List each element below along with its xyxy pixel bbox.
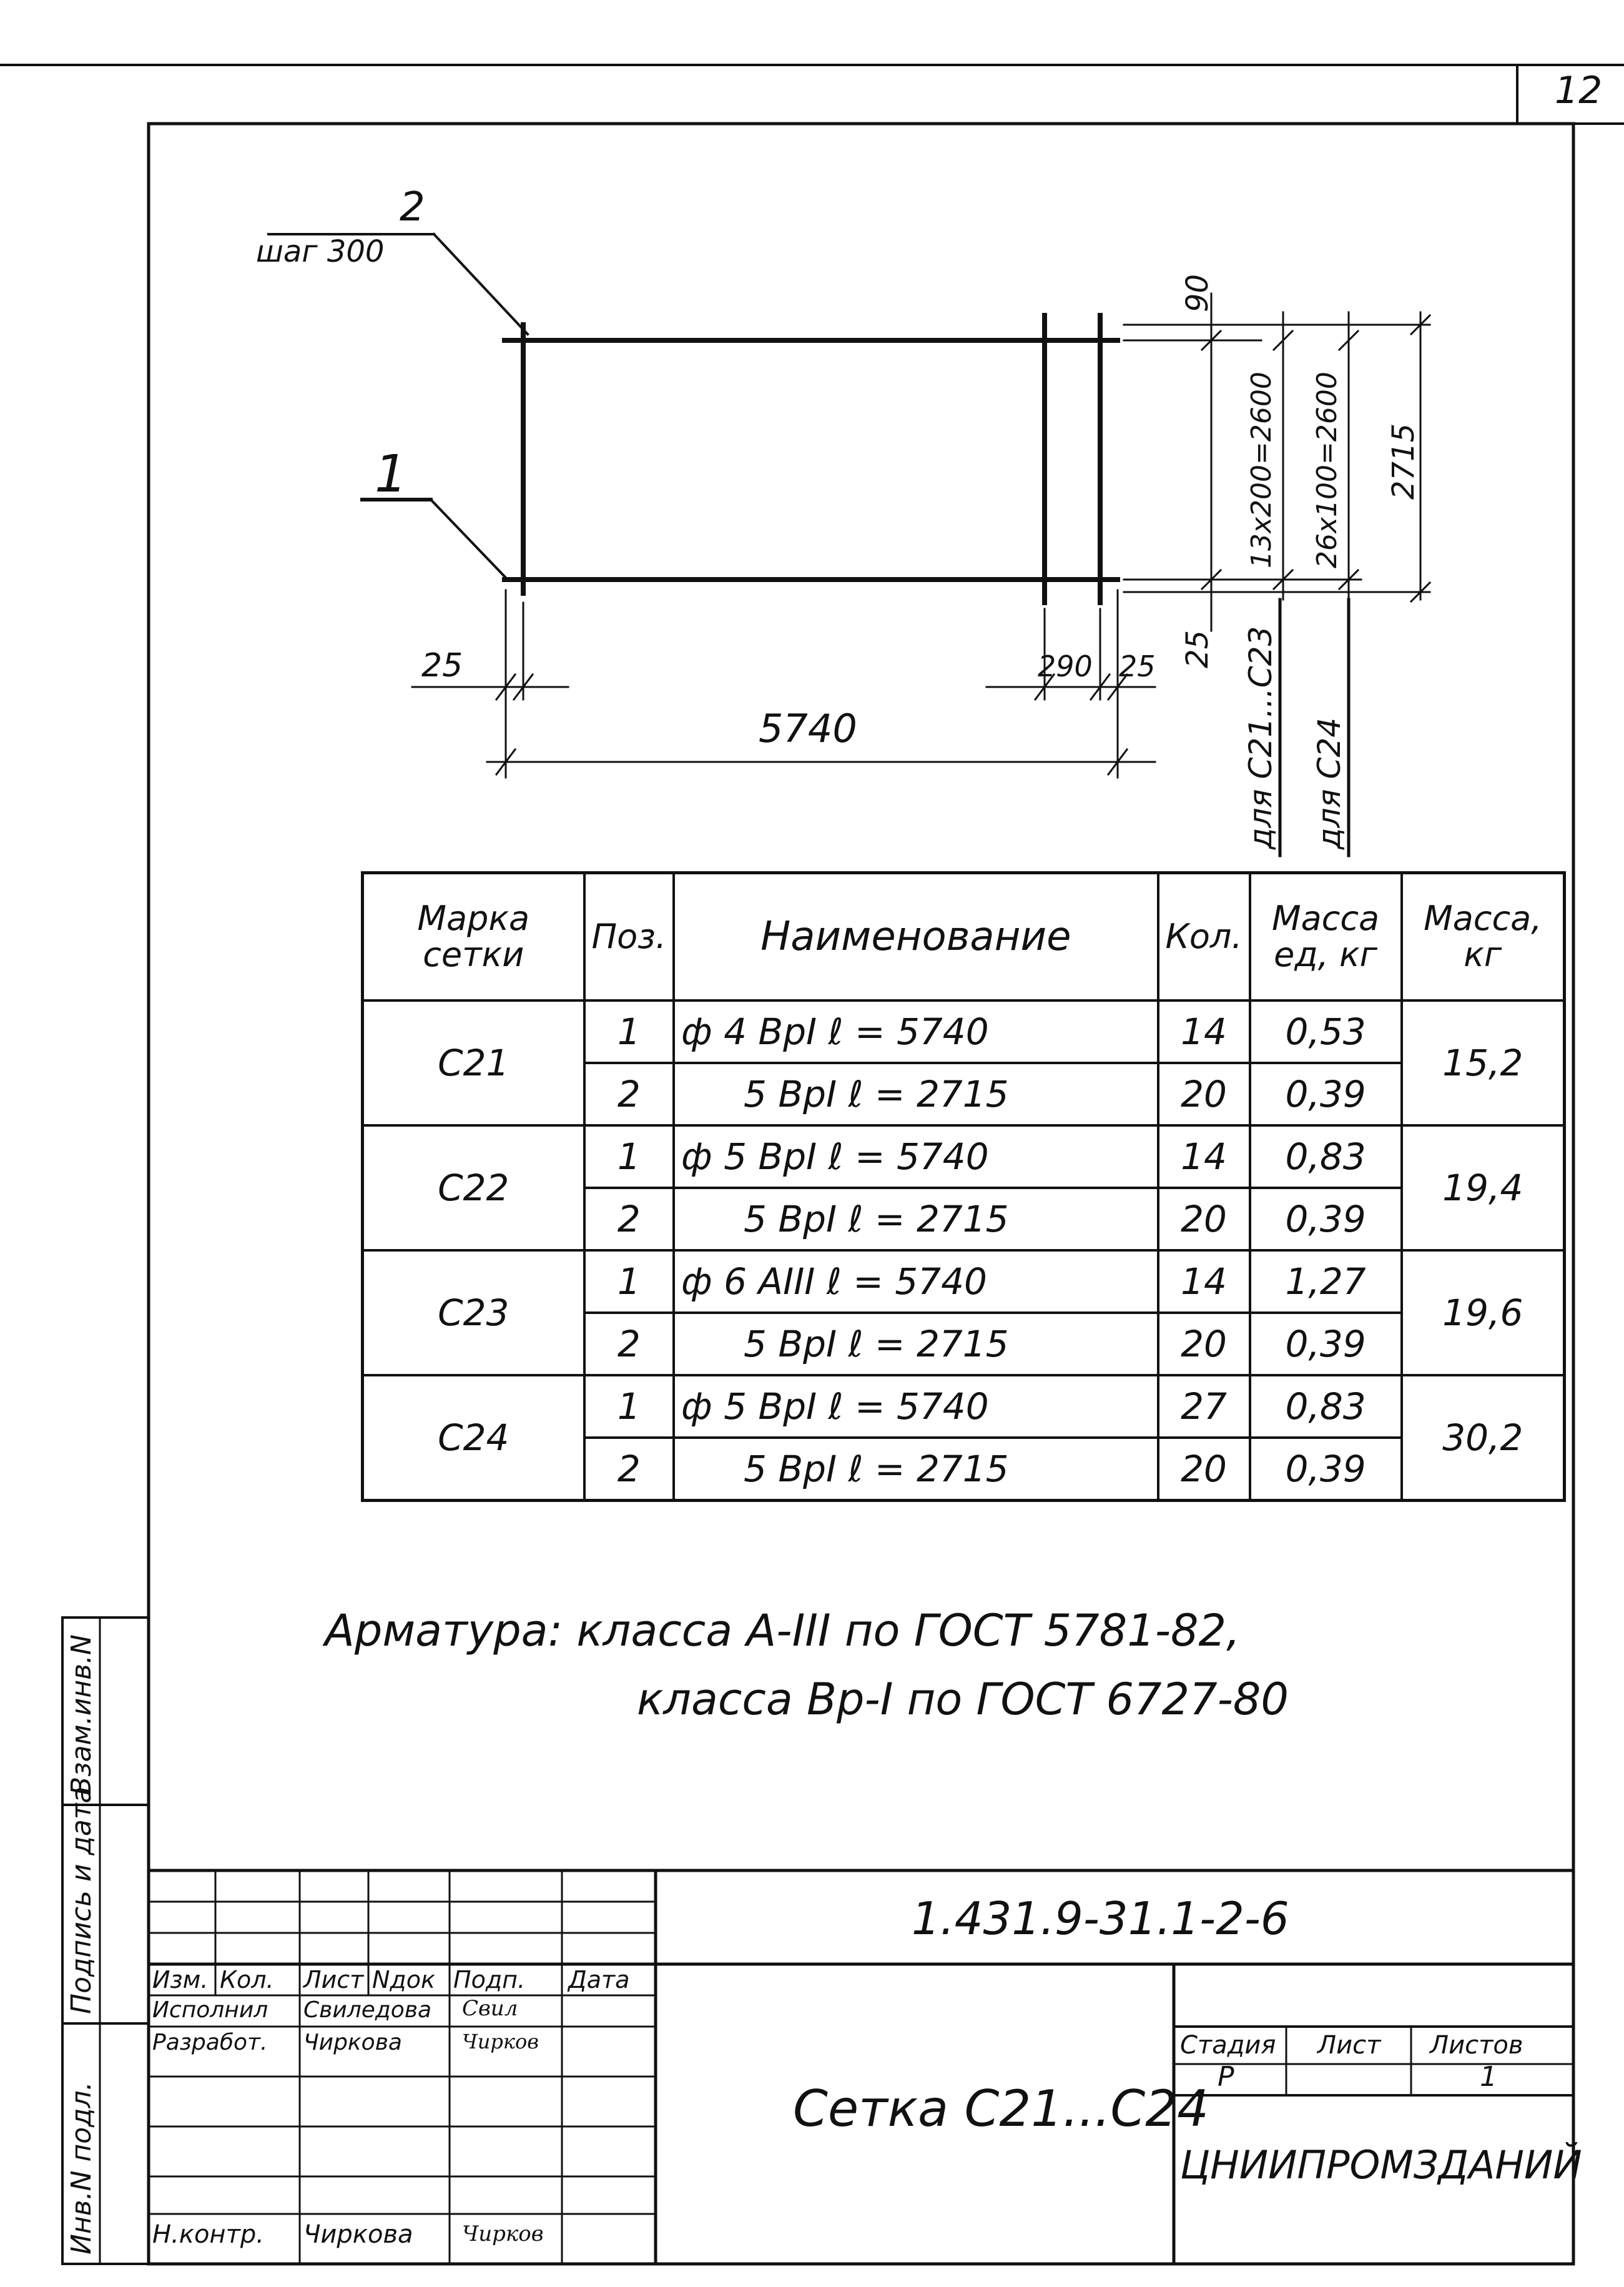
label-for-c21-c23: для С21...С23	[1243, 626, 1279, 849]
dim-2715: 2715	[1386, 423, 1421, 500]
dim-5740: 5740	[759, 706, 857, 751]
role-nkontr: Н.контр.	[152, 2220, 264, 2249]
leader-1-number: 1	[375, 445, 408, 504]
name-cell: ф 5 ВрI ℓ = 5740	[674, 1125, 1158, 1188]
header-ndok: Nдок	[372, 1966, 435, 1993]
table-row	[363, 1250, 1565, 1313]
side-label-inv-podl: Инв.N подл.	[66, 2082, 97, 2255]
header-mark: Марка сетки	[363, 873, 584, 1001]
name-cell: 5 ВрI ℓ = 2715	[674, 1438, 1158, 1501]
signature-razrabot: Чирков	[462, 2030, 539, 2053]
header-izm: Изм.	[152, 1966, 209, 1993]
name-ispolnil: Свиледова	[303, 1997, 432, 2023]
dim-90: 90	[1180, 274, 1215, 312]
qty-cell: 14	[1158, 1125, 1250, 1188]
organization-name: ЦНИИПРОМЗДАНИЙ	[1180, 2142, 1582, 2188]
pos-cell: 2	[584, 1438, 674, 1501]
label-for-c24: для С24	[1311, 717, 1347, 849]
total-mass-cell: 19,6	[1402, 1250, 1565, 1375]
dim-25-vertical: 25	[1180, 630, 1215, 668]
page-number: 12	[1555, 69, 1603, 112]
header-name: Наименование	[674, 873, 1158, 1001]
note-line-1: Арматура: класса А-III по ГОСТ 5781-82,	[325, 1605, 1241, 1656]
name-nkontr: Чиркова	[303, 2220, 413, 2249]
mark-cell: С22	[363, 1125, 584, 1250]
total-mass-cell: 19,4	[1402, 1125, 1565, 1250]
unit-mass-cell: 0,83	[1250, 1125, 1402, 1188]
drawing-title: Сетка С21...С24	[793, 2080, 1209, 2138]
dim-25-left: 25	[421, 647, 463, 684]
total-mass-cell: 30,2	[1402, 1375, 1565, 1501]
header-podp: Подп.	[453, 1966, 526, 1993]
signature-nkontr: Чирков	[462, 2221, 544, 2246]
signature-ispolnil: Свил	[462, 1996, 518, 2021]
side-label-vzam-inv: Взам.инв.N	[66, 1634, 97, 1796]
sheet-label: Лист	[1317, 2031, 1381, 2060]
qty-cell: 20	[1158, 1063, 1250, 1125]
header-list: Лист	[303, 1966, 364, 1993]
mark-cell: С21	[363, 1000, 584, 1125]
qty-cell: 14	[1158, 1000, 1250, 1063]
table-header-row	[363, 873, 1565, 1001]
header-unit-mass: Масса ед, кг	[1250, 873, 1402, 1001]
name-cell: ф 4 ВрI ℓ = 5740	[674, 1000, 1158, 1063]
dim-290: 290	[1038, 650, 1093, 683]
pos-cell: 2	[584, 1188, 674, 1250]
mark-cell: С23	[363, 1250, 584, 1375]
dim-26x100: 26х100=2600	[1311, 372, 1343, 568]
name-cell: 5 ВрI ℓ = 2715	[674, 1313, 1158, 1375]
qty-cell: 27	[1158, 1375, 1250, 1438]
note-line-2: класса Вр-I по ГОСТ 6727-80	[637, 1674, 1289, 1725]
mark-cell: С24	[363, 1375, 584, 1501]
pos-cell: 1	[584, 1000, 674, 1063]
side-label-podpis-data: Подпись и дата	[66, 1786, 97, 2014]
header-data: Дата	[568, 1966, 630, 1993]
qty-cell: 20	[1158, 1188, 1250, 1250]
unit-mass-cell: 0,53	[1250, 1000, 1402, 1063]
unit-mass-cell: 1,27	[1250, 1250, 1402, 1313]
sheets-value: 1	[1480, 2061, 1497, 2093]
unit-mass-cell: 0,83	[1250, 1375, 1402, 1438]
unit-mass-cell: 0,39	[1250, 1313, 1402, 1375]
header-total-mass: Масса, кг	[1402, 873, 1565, 1001]
name-cell: ф 5 ВрI ℓ = 5740	[674, 1375, 1158, 1438]
sheets-label: Листов	[1430, 2031, 1523, 2060]
name-razrabot: Чиркова	[303, 2030, 402, 2055]
table-row	[363, 1375, 1565, 1438]
unit-mass-cell: 0,39	[1250, 1063, 1402, 1125]
pos-cell: 1	[584, 1375, 674, 1438]
pos-cell: 1	[584, 1250, 674, 1313]
total-mass-cell: 15,2	[1402, 1000, 1565, 1125]
document-code: 1.431.9-31.1-2-6	[912, 1892, 1289, 1945]
specification-table	[361, 871, 1566, 1502]
leader-2-text: шаг 300	[256, 234, 385, 269]
role-ispolnil: Исполнил	[152, 1997, 268, 2023]
header-kol: Кол.	[220, 1966, 274, 1993]
qty-cell: 20	[1158, 1438, 1250, 1501]
header-qty: Кол.	[1158, 873, 1250, 1001]
pos-cell: 2	[584, 1063, 674, 1125]
pos-cell: 2	[584, 1313, 674, 1375]
table-row	[363, 1125, 1565, 1188]
pos-cell: 1	[584, 1125, 674, 1188]
table-row	[363, 1000, 1565, 1063]
unit-mass-cell: 0,39	[1250, 1438, 1402, 1501]
role-razrabot: Разработ.	[152, 2030, 268, 2055]
leader-2-number: 2	[400, 184, 425, 230]
dim-13x200: 13х200=2600	[1246, 372, 1277, 568]
name-cell: 5 ВрI ℓ = 2715	[674, 1063, 1158, 1125]
qty-cell: 14	[1158, 1250, 1250, 1313]
stage-value: Р	[1218, 2061, 1234, 2093]
stage-label: Стадия	[1180, 2031, 1276, 2060]
dim-25-right: 25	[1119, 650, 1156, 683]
unit-mass-cell: 0,39	[1250, 1188, 1402, 1250]
name-cell: 5 ВрI ℓ = 2715	[674, 1188, 1158, 1250]
header-pos: Поз.	[584, 873, 674, 1001]
qty-cell: 20	[1158, 1313, 1250, 1375]
name-cell: ф 6 АIII ℓ = 5740	[674, 1250, 1158, 1313]
